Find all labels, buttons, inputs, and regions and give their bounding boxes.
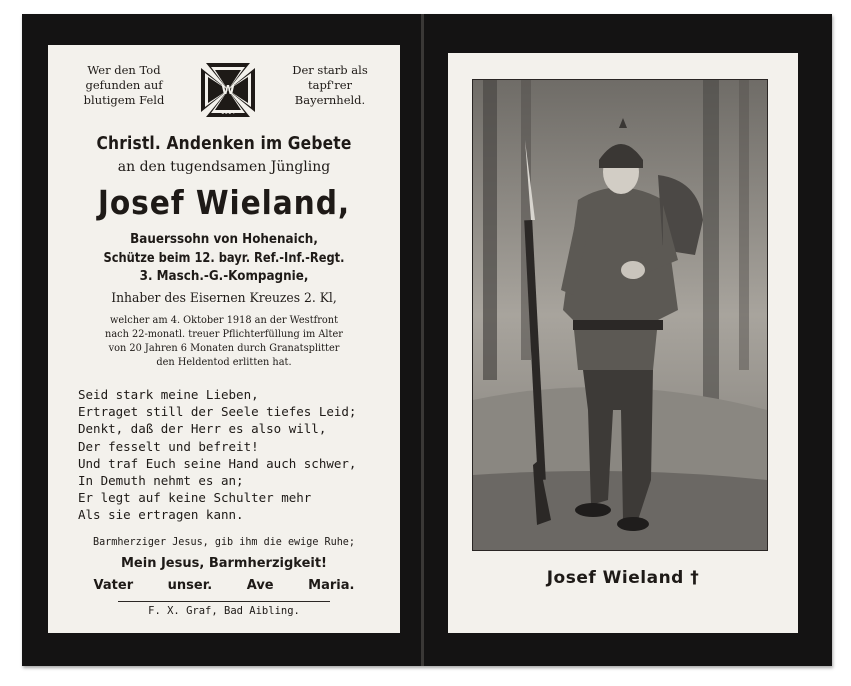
verse-line: Der starb als [292,63,368,77]
card-fold [421,14,424,666]
verse-line: Wer den Tod [87,63,161,77]
death-text-line: welcher am 4. Oktober 1918 an der Westfront [109,314,338,326]
poem-line: Denkt, daß der Herr es also will, [78,421,327,437]
divider [118,601,330,602]
card-subtitle: an den tugendsamen Jüngling [117,159,331,175]
regiment-line: Schütze beim 12. bayr. Ref.-Inf.-Regt. [103,251,345,266]
poem-line: In Demuth nehmt es an; [78,473,244,489]
top-right-verse [270,63,390,108]
soldier-photo-image [473,80,767,550]
poem-line: Und traf Euch seine Hand auch schwer, [78,455,357,471]
prayer-line: Vater unser. Ave Maria. [93,578,355,593]
deceased-name: Josef Wieland, [97,183,351,222]
origin-line: Bauerssohn von Hohenaich, [130,232,318,247]
poem-line: Der fesselt und befreit! [78,438,259,454]
verse-line: gefunden auf [85,78,163,92]
poem-line: Ertraget still der Seele tiefes Leid; [78,404,357,420]
photo-panel [448,53,798,633]
prayer-line: Mein Jesus, Barmherzigkeit! [120,556,327,571]
svg-text:W: W [221,83,235,97]
poem-line: Als sie ertragen kann. [78,507,244,523]
verse-line: tapf'rer [307,78,353,92]
death-text-line: von 20 Jahren 6 Monaten durch Granatsplitter [108,342,340,354]
iron-cross-icon [198,59,258,121]
prayer-line: Barmherziger Jesus, gib ihm die ewige Ruhe; [93,535,355,548]
death-text-line: den Heldentod erlitten hat. [156,356,292,368]
top-verse-row [48,45,400,125]
cross-year: 1914 [221,110,235,116]
soldier-portrait [472,79,768,551]
death-text-line: nach 22-monatl. treuer Pflichterfüllung im Alter [105,328,343,340]
card-title: Christl. Andenken im Gebete [96,133,352,154]
top-left-verse [64,63,184,108]
text-panel [48,45,400,633]
poem [78,386,378,524]
poem-line: Er legt auf keine Schulter mehr [78,490,312,506]
photo-caption: Josef Wieland † [546,568,700,588]
poem-line: Seid stark meine Lieben, [78,387,259,402]
verse-line: Bayernheld. [294,93,366,107]
decoration-line: Inhaber des Eisernen Kreuzes 2. Kl, [111,291,337,306]
company-line: 3. Masch.-G.-Kompagnie, [139,269,309,284]
printer-credit: F. X. Graf, Bad Aibling. [148,605,300,617]
verse-line: blutigem Feld [83,93,165,107]
